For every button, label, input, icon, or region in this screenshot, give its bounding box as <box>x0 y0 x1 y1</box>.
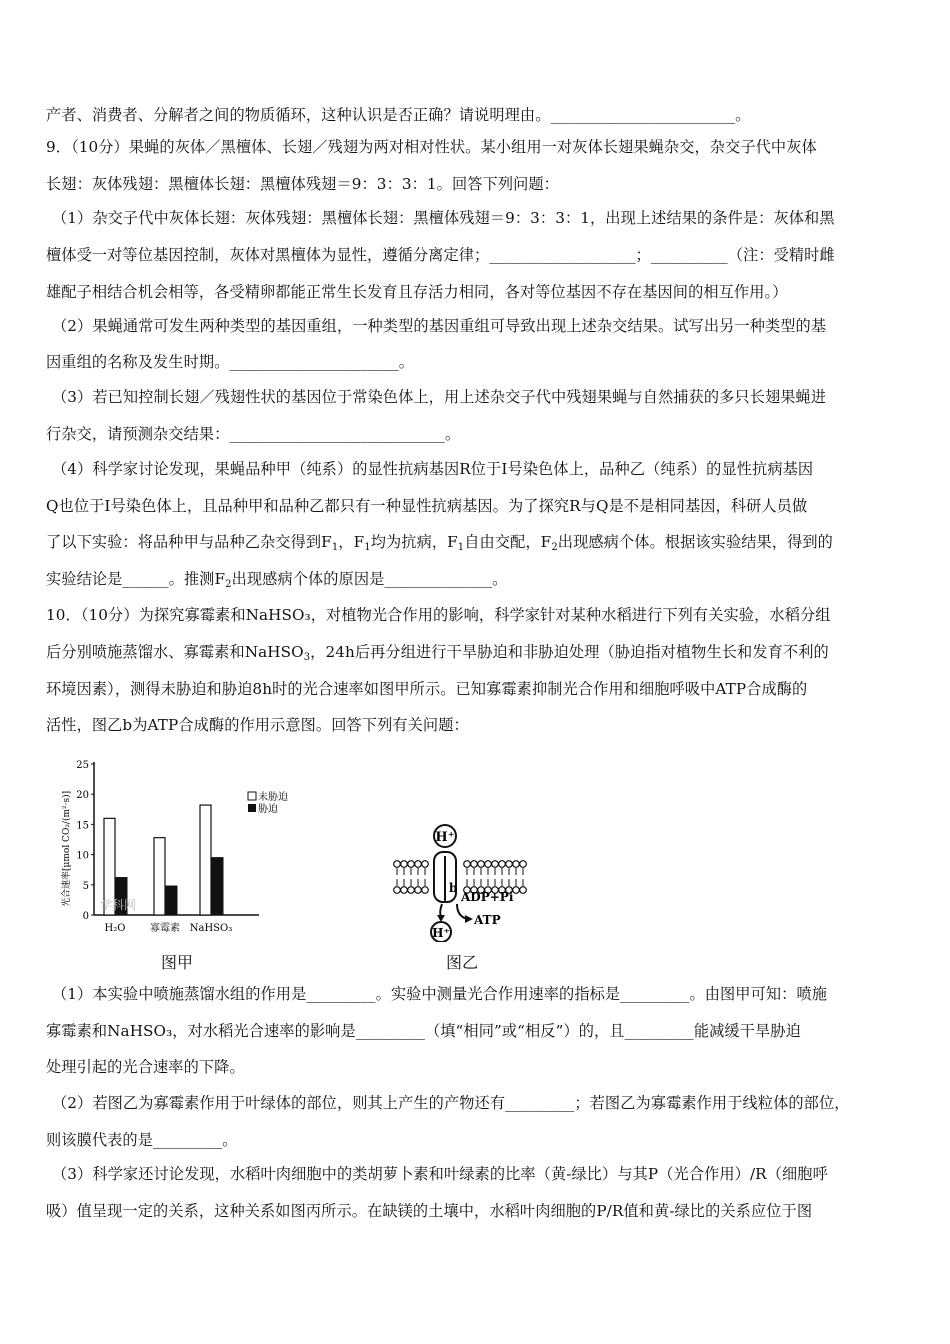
t: 后分别喷施蒸馏水、寡霉素和NaHSO <box>46 643 304 661</box>
membrane <box>394 861 527 894</box>
y-tick-label: 25 <box>76 760 89 771</box>
text-line: 处理引起的光合速率的下降。 <box>46 1058 245 1076</box>
text-line <box>46 569 906 589</box>
lipid-head <box>471 861 478 868</box>
lipid-head <box>499 861 506 868</box>
lipid-head <box>485 861 492 868</box>
lipid-head <box>422 861 429 868</box>
lipid-head <box>415 861 422 868</box>
q9-part1: （1）杂交子代中灰体长翅：灰体残翅：黑檀体长翅：黑檀体残翅＝9：3：3：1，出现上述结果的条件是：灰体和黑 <box>52 209 835 227</box>
lipid-head <box>408 861 415 868</box>
lipid-head <box>401 861 408 868</box>
lipid-head <box>394 887 401 894</box>
bar-unstressed-1 <box>154 838 165 915</box>
lipid-head <box>408 887 415 894</box>
t: 实验结论是______。推测F <box>46 570 226 588</box>
q10-part2: （2）若图乙为寡霉素作用于叶绿体的部位，则其上产生的产物还有_________；若图乙为寡霉素作用于线粒体的部位， <box>52 1094 850 1112</box>
t: ，24h后再分组进行干旱胁迫和非胁迫处理（胁迫指对植物生长和发育不利的 <box>310 643 829 661</box>
figure-yi-caption: 图乙 <box>446 953 479 972</box>
h-ion-top-label: H⁺ <box>435 830 455 845</box>
legend-label-unstressed: 未胁迫 <box>258 792 288 803</box>
lipid-head <box>415 887 422 894</box>
arrow-to-atp-head <box>465 915 473 923</box>
b-label: b <box>449 881 458 895</box>
text-line: 寡霉素和NaHSO₃，对水稻光合速率的影响是_________（填“相同”或“相反”）的，且_________能减缓干旱胁迫 <box>46 1022 801 1040</box>
text-line: Q也位于Ⅰ号染色体上，且品种甲和品种乙都只有一种显性抗病基因。为了探究R与Q是不是相同基因，科研人员做 <box>46 497 808 515</box>
text-line: 则该膜代表的是_________。 <box>46 1131 238 1149</box>
sub: 1 <box>457 542 465 553</box>
y-tick-label: 5 <box>82 880 89 892</box>
sub: 3 <box>303 652 311 663</box>
legend-label-stressed: 胁迫 <box>258 804 278 815</box>
figure-jia-caption: 图甲 <box>161 953 194 972</box>
lipid-head <box>506 861 513 868</box>
figure-jia-bar-chart <box>52 752 312 952</box>
t: 了以下实验：将品种甲与品种乙杂交得到F <box>46 533 332 551</box>
watermark: 学科网 <box>100 898 137 912</box>
lipid-head <box>478 861 485 868</box>
h-ion-bottom-label: H⁺ <box>432 926 450 940</box>
q9-part2: （2）果蝇通常可发生两种类型的基因重组，一种类型的基因重组可导致出现上述杂交结果。试写出另一种类型的基 <box>52 317 827 335</box>
text-line: 雄配子相结合机会相等，各受精卵都能正常生长发育且存活力相同，各对等位基因不存在基因间的相互作用。） <box>46 283 788 301</box>
t: 出现感病个体。根据该实验结果，得到的 <box>557 533 833 551</box>
sub: 1 <box>331 542 339 553</box>
bar-unstressed-2 <box>200 805 211 915</box>
text-line: 行杂交，请预测杂交结果：____________________________。 <box>46 425 461 443</box>
q9-stem: 9．（10分）果蝇的灰体／黑檀体、长翅／残翅为两对相对性状。某小组用一对灰体长翅果蝇杂交，杂交子代中灰体 <box>46 138 817 156</box>
text-line: 因重组的名称及发生时期。______________________。 <box>46 353 414 371</box>
lipid-head <box>513 887 520 894</box>
legend-swatch-unstressed <box>248 792 256 800</box>
lipid-head <box>492 861 499 868</box>
lipid-head <box>520 887 527 894</box>
lipid-head <box>394 861 401 868</box>
legend-swatch-stressed <box>248 804 256 812</box>
bar-stressed-2 <box>212 858 223 915</box>
sub: 2 <box>225 579 232 590</box>
bar-stressed-1 <box>166 886 177 915</box>
t: ，F <box>338 533 365 551</box>
text-line: 吸）值呈现一定的关系，这种关系如图丙所示。在缺镁的土壤中，水稻叶肉细胞的P/R值和黄-绿比的关系应位于图 <box>46 1202 813 1220</box>
q10-stem: 10．（10分）为探究寡霉素和NaHSO₃，对植物光合作用的影响，科学家针对某种水稻进行下列有关实验，水稻分组 <box>46 606 831 624</box>
y-tick-label: 15 <box>76 820 89 832</box>
lipid-head <box>401 887 408 894</box>
sub: 1 <box>364 542 371 553</box>
y-axis-label: 光合速率[μmol CO₂/(m²·s)] <box>62 790 72 907</box>
y-tick-label: 10 <box>76 850 89 862</box>
text-line <box>46 642 906 662</box>
atp-label: ATP <box>474 913 501 927</box>
text-line: 檀体受一对等位基因控制，灰体对黑檀体为显性，遵循分离定律；___________________；__________（注：受精时雌 <box>46 246 835 264</box>
t: 均为抗病，F <box>370 533 458 551</box>
text-line: 活性，图乙b为ATP合成酶的作用示意图。回答下列有关问题： <box>46 716 469 734</box>
q9-part4: （4）科学家讨论发现，果蝇品种甲（纯系）的显性抗病基因R位于Ⅰ号染色体上，品种乙（纯系）的显性抗病基因 <box>52 460 814 478</box>
x-tick-label: NaHSO₃ <box>189 923 233 934</box>
x-tick-label: 寡霉素 <box>150 923 180 934</box>
text-line <box>46 532 906 552</box>
sub: 2 <box>551 542 558 553</box>
figure-yi-atp-synthase-diagram <box>385 820 535 942</box>
q9-part3: （3）若已知控制长翅／残翅性状的基因位于常染色体上，用上述杂交子代中残翅果蝇与自然捕获的多只长翅果蝇进 <box>52 388 827 406</box>
lipid-head <box>513 861 520 868</box>
t: 出现感病个体的原因是______________。 <box>231 570 508 588</box>
text-line: 产者、消费者、分解者之间的物质循环，这种认识是否正确？请说明理由。________________________。 <box>46 106 751 124</box>
lipid-head <box>464 861 471 868</box>
x-tick-label: H₂O <box>104 923 126 934</box>
lipid-head <box>422 887 429 894</box>
arrow-down-head <box>437 915 445 922</box>
y-tick-label: 0 <box>82 911 89 922</box>
lipid-head <box>520 861 527 868</box>
text-line: 环境因素），测得未胁迫和胁迫8h时的光合速率如图甲所示。已知寡霉素抑制光合作用和细胞呼吸中ATP合成酶的 <box>46 680 808 698</box>
text-line: 长翅：灰体残翅：黑檀体长翅：黑檀体残翅＝9：3：3：1。回答下列问题： <box>46 175 559 193</box>
adp-label: ADP+Pi <box>461 890 514 904</box>
q10-part1: （1）本实验中喷施蒸馏水组的作用是_________。实验中测量光合作用速率的指标是_________。由图甲可知：喷施 <box>52 985 828 1003</box>
t: 自由交配，F <box>464 533 552 551</box>
q10-part3: （3）科学家还讨论发现，水稻叶肉细胞中的类胡萝卜素和叶绿素的比率（黄-绿比）与其P（光合作用）/R（细胞呼 <box>52 1165 828 1183</box>
y-tick-label: 20 <box>76 790 89 802</box>
